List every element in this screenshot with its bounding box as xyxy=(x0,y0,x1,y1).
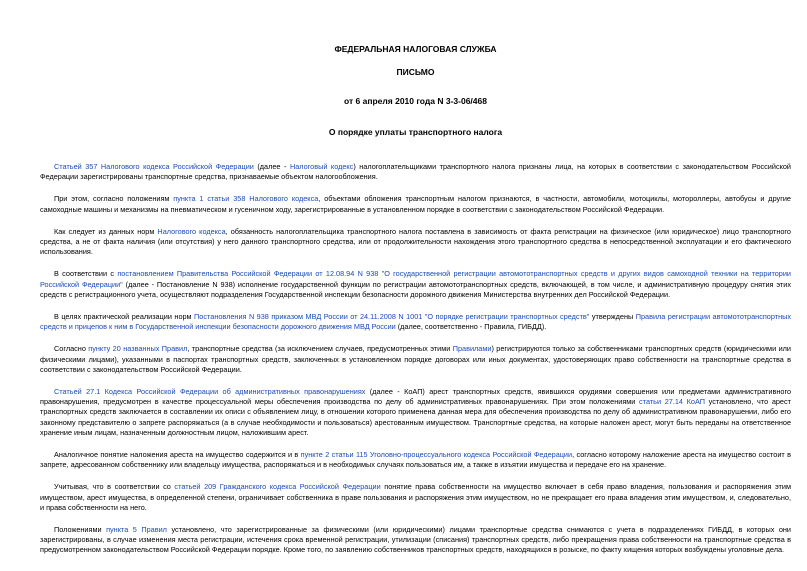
legal-reference-link[interactable]: Налогового кодекса xyxy=(157,226,226,236)
paragraph-text: , транспортные средства (за исключением случаев, предусмотренных этими xyxy=(187,344,453,354)
body-paragraph xyxy=(40,312,791,332)
body-paragraph xyxy=(40,387,791,438)
legal-reference-link[interactable]: статьи 27.14 КоАП xyxy=(639,397,705,407)
paragraph-text: (далее - КоАП) арест транспортных средств, явившихся орудиями совершения или предметами административного правонарушения, предусмотрен в качестве процессуальной меры обеспечения производства по делу об административных правонарушениях. При этом положениями xyxy=(40,387,792,407)
legal-reference-link[interactable]: Статьей 27.1 Кодекса Российской Федерации об административных правонарушениях xyxy=(54,387,366,397)
document-type-heading: ПИСЬМО xyxy=(396,67,435,77)
document-date-number: от 6 апреля 2010 года N 3-3-06/468 xyxy=(344,96,487,106)
paragraph-text: (далее - xyxy=(253,162,290,171)
paragraph-text: утверждены xyxy=(589,312,636,322)
paragraph-text: Учитывая, что в соответствии со xyxy=(54,482,175,492)
paragraph-text: (далее - Постановление N 938) исполнение государственной функции по регистрации автомототранспортных средств, включающей, в том числе, и административную процедуру снятия этих средств с регистрационного учета, осуществляют подразделения Государственной инспекции безопасности дорожного движения Министерства внутренних дел Российской Федерации. xyxy=(40,279,791,299)
paragraph-text: Аналогичное понятие наложения ареста на имущество содержится и в xyxy=(54,450,301,460)
agency-heading: ФЕДЕРАЛЬНАЯ НАЛОГОВАЯ СЛУЖБА xyxy=(334,44,497,54)
body-paragraph xyxy=(40,162,791,182)
legal-reference-link[interactable]: Правила регистрации автомототранспортных средств и прицепов к ним в Государственной инспекции безопасности дорожного движения МВД России xyxy=(40,312,792,332)
document-body xyxy=(40,162,791,556)
paragraph-text: , согласно которому наложение ареста на имущество состоит в запрете, адресованном собственнику или владельцу имущества, распоряжаться и в необходимых случаях пользоваться им, а также в изъятии имущества и передаче его на хранение. xyxy=(40,450,791,470)
legal-reference-link[interactable]: пункта 5 Правил xyxy=(106,525,167,535)
paragraph-text: Положениями xyxy=(54,525,107,535)
paragraph-text: (далее, соответственно - Правила, ГИБДД). xyxy=(395,322,547,332)
document-subject: О порядке уплаты транспортного налога xyxy=(328,127,503,137)
paragraph-text: понятие права собственности на имущество включает в себя право владения, пользования и распоряжения этим имуществом, арест имущества, в определенной степени, ограничивает собственника в праве пользования и распоряжения этим имуществом, но не прекращает его права владения этим имуществом, и, следовательно, и права собственности на него. xyxy=(40,482,791,512)
paragraph-text: При этом, согласно положениям xyxy=(54,194,174,204)
paragraph-text: ) налогоплательщиками транспортного налога признаны лица, на которых в соответствии с законодательством Российской Федерации зарегистрированы транспортные средства, признаваемые объектом налогообложения. xyxy=(40,162,792,182)
paragraph-text: установлено, что зарегистрированные за физическими (или юридическими) лицами транспортные средства снимаются с учета в подразделениях ГИБДД, в которых они зарегистрированы, в случае изменения места регистрации, истечения срока временной регистрации, утилизации (списания) транспортных средств, либо прекращения права собственности на транспортные средства в предусмотренном законодательством Российской Федерации порядке. Кроме того, по заявлению собственников транспортных средств, находящихся в розыске, по факту хищения которых возбуждены уголовные дела. xyxy=(40,525,792,555)
legal-reference-link[interactable]: пункте 2 статьи 115 Уголовно-процессуального кодекса Российской Федерации xyxy=(300,450,573,460)
paragraph-text: , обязанность налогоплательщика транспортного налога поставлена в зависимость от факта регистрации на физическое (или юридическое) лицо транспортного средства, а не от факта наличия (или отсутствия) у него данного транспортного средства, или от продолжительности нахождения этого транспортного средства в непосредственной эксплуатации и его фактического использования. xyxy=(40,226,791,257)
body-paragraph xyxy=(40,450,791,470)
paragraph-text: , объектами обложения транспортным налогом признаются, в частности, автомобили, мотоциклы, мотороллеры, автобусы и другие самоходные машины и механизмы на пневматическом и гусеничном ходу, зарегистрированные в установленном порядке в соответствии с законодательством Российской Федерации. xyxy=(40,194,791,214)
legal-reference-link[interactable]: Правилами xyxy=(452,344,492,354)
body-paragraph xyxy=(40,482,791,513)
paragraph-text: В соответствии с xyxy=(54,269,118,279)
legal-reference-link[interactable]: пункта 1 статьи 358 Налогового кодекса xyxy=(173,194,319,204)
body-paragraph xyxy=(40,194,791,214)
paragraph-text: установлено, что арест транспортных средств заключается в составлении их описи с объявлением лицу, в отношении которого применена данная мера для обеспечения производства по делу об административном правонарушении, либо его законному представителю о запрете распоряжаться (а в случае необходимости и пользоваться) арестованным имуществом. Транспортные средства, на которые наложен арест, могут быть переданы на ответственное хранение иным лицам, назначенным должностным лицом, наложившим арест. xyxy=(40,397,791,437)
legal-reference-link[interactable]: Налоговый кодекс xyxy=(289,162,354,171)
body-paragraph xyxy=(40,525,791,556)
legal-reference-link[interactable]: пункту 20 названных Правил xyxy=(88,344,188,354)
paragraph-text: ) регистрируются только за собственниками транспортных средств (юридическими или физическими лицами), указанными в паспортах транспортных средств, заключенных в установленном порядке договорах или иных документах, удостоверяющих право собственности на транспортные средства в соответствии с законодательством Российской Федерации. xyxy=(40,344,791,374)
paragraph-text: Как следует из данных норм xyxy=(54,226,158,236)
legal-reference-link[interactable]: Постановления N 938 приказом МВД России от 24.11.2008 N 1001 "О порядке регистрации транспортных средств" xyxy=(194,312,590,322)
paragraph-text: В целях практической реализации норм xyxy=(54,312,195,322)
body-paragraph xyxy=(40,269,791,300)
body-paragraph xyxy=(40,344,791,375)
legal-reference-link[interactable]: статьей 209 Гражданского кодекса Российской Федерации xyxy=(174,482,381,492)
paragraph-text: Согласно xyxy=(54,344,89,354)
legal-reference-link[interactable]: Статьей 357 Налогового кодекса Российской Федерации xyxy=(54,162,254,171)
legal-reference-link[interactable]: постановлением Правительства Российской Федерации от 12.08.94 N 938 "О государственной регистрации автомототранспортных средств и других видов самоходной техники на территории Российской Федерации" xyxy=(40,269,791,289)
body-paragraph xyxy=(40,227,791,258)
